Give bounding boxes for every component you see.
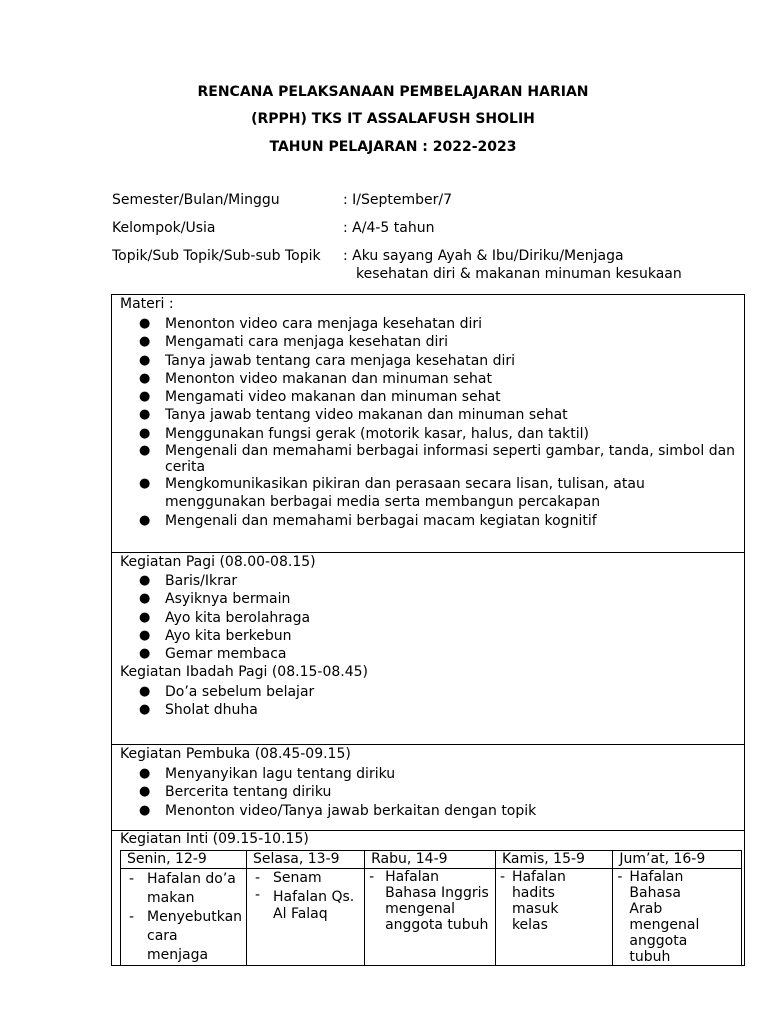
list-item: Menyebutkan cara menjaga — [147, 909, 243, 963]
list-item: Senam — [273, 870, 322, 886]
list-item: ● Mengkomunikasikan pikiran dan perasaan secara lisan, tulisan, atau menggunakan berbagai media serta membangun percakapan — [139, 476, 645, 511]
list-item: ● Mengenali dan memahami berbagai macam kegiatan kognitif — [139, 512, 597, 529]
kegiatan-pagi-heading: Kegiatan Pagi (08.00-08.15) — [120, 554, 316, 570]
document-title: RENCANA PELAKSANAAN PEMBELAJARAN HARIAN — [197, 84, 589, 100]
cell-jumat: - Hafalan Bahasa Arab mengenal anggota tubuh — [613, 869, 742, 966]
list-item: ● Ayo kita berkebun — [139, 627, 292, 644]
day-header-jumat: Jum’at, 16-9 — [613, 851, 742, 869]
academic-year: TAHUN PELAJARAN : 2022-2023 — [269, 139, 517, 155]
kegiatan-inti-section — [111, 830, 745, 966]
list-item: ● Asyiknya bermain — [139, 591, 291, 608]
materi-section — [111, 294, 745, 553]
semester-value: : I/September/7 — [343, 192, 453, 208]
day-header-kamis: Kamis, 15-9 — [495, 851, 612, 869]
kegiatan-ibadah-heading: Kegiatan Ibadah Pagi (08.15-08.45) — [120, 664, 368, 680]
list-item: ● Do’a sebelum belajar — [139, 684, 315, 700]
list-item: ● Sholat dhuha — [139, 702, 258, 719]
list-item: ● Menonton video makanan dan minuman sehat — [139, 370, 492, 387]
list-item: Hafalan Bahasa Arab mengenal anggota tubuh — [629, 869, 700, 965]
table-row — [121, 869, 742, 966]
list-item: ● Baris/Ikrar — [139, 573, 238, 589]
list-item: Hafalan Bahasa Inggris mengenal anggota tubuh — [385, 869, 489, 933]
list-item: Hafalan hadits masuk kelas — [511, 869, 566, 933]
list-item: ● Mengamati cara menjaga kesehatan diri — [139, 334, 449, 351]
kegiatan-inti-heading: Kegiatan Inti (09.15-10.15) — [120, 831, 309, 847]
kegiatan-pembuka-heading: Kegiatan Pembuka (08.45-09.15) — [120, 746, 351, 762]
list-item: Hafalan do’a makan — [147, 871, 236, 906]
list-item: Hafalan Qs. Al Falaq — [273, 889, 355, 922]
cell-kamis: - Hafalan hadits masuk kelas — [495, 869, 612, 966]
list-item: ● Bercerita tentang diriku — [139, 784, 332, 801]
list-item: ● Menyanyikan lagu tentang diriku — [139, 766, 396, 782]
cell-selasa: - Senam - Hafalan Qs. Al Falaq — [247, 869, 365, 966]
kegiatan-pagi-section — [111, 552, 745, 745]
materi-heading: Materi : — [120, 296, 174, 312]
day-header-selasa: Selasa, 13-9 — [247, 851, 365, 869]
kelompok-label: Kelompok/Usia — [112, 220, 216, 236]
materi-list — [112, 315, 746, 530]
list-item: ● Tanya jawab tentang video makanan dan minuman sehat — [139, 407, 568, 424]
list-item: ● Tanya jawab tentang cara menjaga kesehatan diri — [139, 352, 516, 369]
document-subtitle: (RPPH) TKS IT ASSALAFUSH SHOLIH — [251, 111, 535, 127]
table-header-row — [121, 851, 742, 869]
list-item: ● Mengenali dan memahami berbagai informasi seperti gambar, tanda, simbol dan cerita — [139, 443, 736, 476]
topik-value-line1: : Aku sayang Ayah & Ibu/Diriku/Menjaga — [343, 248, 624, 264]
schedule-table — [120, 850, 742, 966]
kegiatan-pembuka-list — [112, 765, 746, 820]
list-item: ● Ayo kita berolahraga — [139, 609, 311, 626]
list-item: ● Menggunakan fungsi gerak (motorik kasar, halus, dan taktil) — [139, 425, 590, 442]
day-header-rabu: Rabu, 14-9 — [365, 851, 496, 869]
cell-rabu: - Hafalan Bahasa Inggris mengenal anggota tubuh — [365, 869, 496, 966]
topik-label: Topik/Sub Topik/Sub-sub Topik — [112, 248, 321, 264]
day-header-senin: Senin, 12-9 — [121, 851, 247, 869]
list-item: ● Gemar membaca — [139, 646, 287, 663]
kegiatan-pembuka-section — [111, 744, 745, 831]
cell-senin: - Hafalan do’a makan - Menyebutkan cara menjaga — [121, 869, 247, 966]
kegiatan-pagi-list — [112, 572, 746, 663]
topik-value-line2: kesehatan diri & makanan minuman kesukaan — [356, 266, 682, 282]
kelompok-value: : A/4-5 tahun — [343, 220, 435, 236]
kegiatan-ibadah-list — [112, 683, 746, 720]
list-item: ● Menonton video cara menjaga kesehatan diri — [139, 316, 483, 332]
semester-label: Semester/Bulan/Minggu — [112, 192, 280, 208]
list-item: ● Menonton video/Tanya jawab berkaitan dengan topik — [139, 802, 537, 819]
list-item: ● Mengamati video makanan dan minuman sehat — [139, 389, 501, 406]
